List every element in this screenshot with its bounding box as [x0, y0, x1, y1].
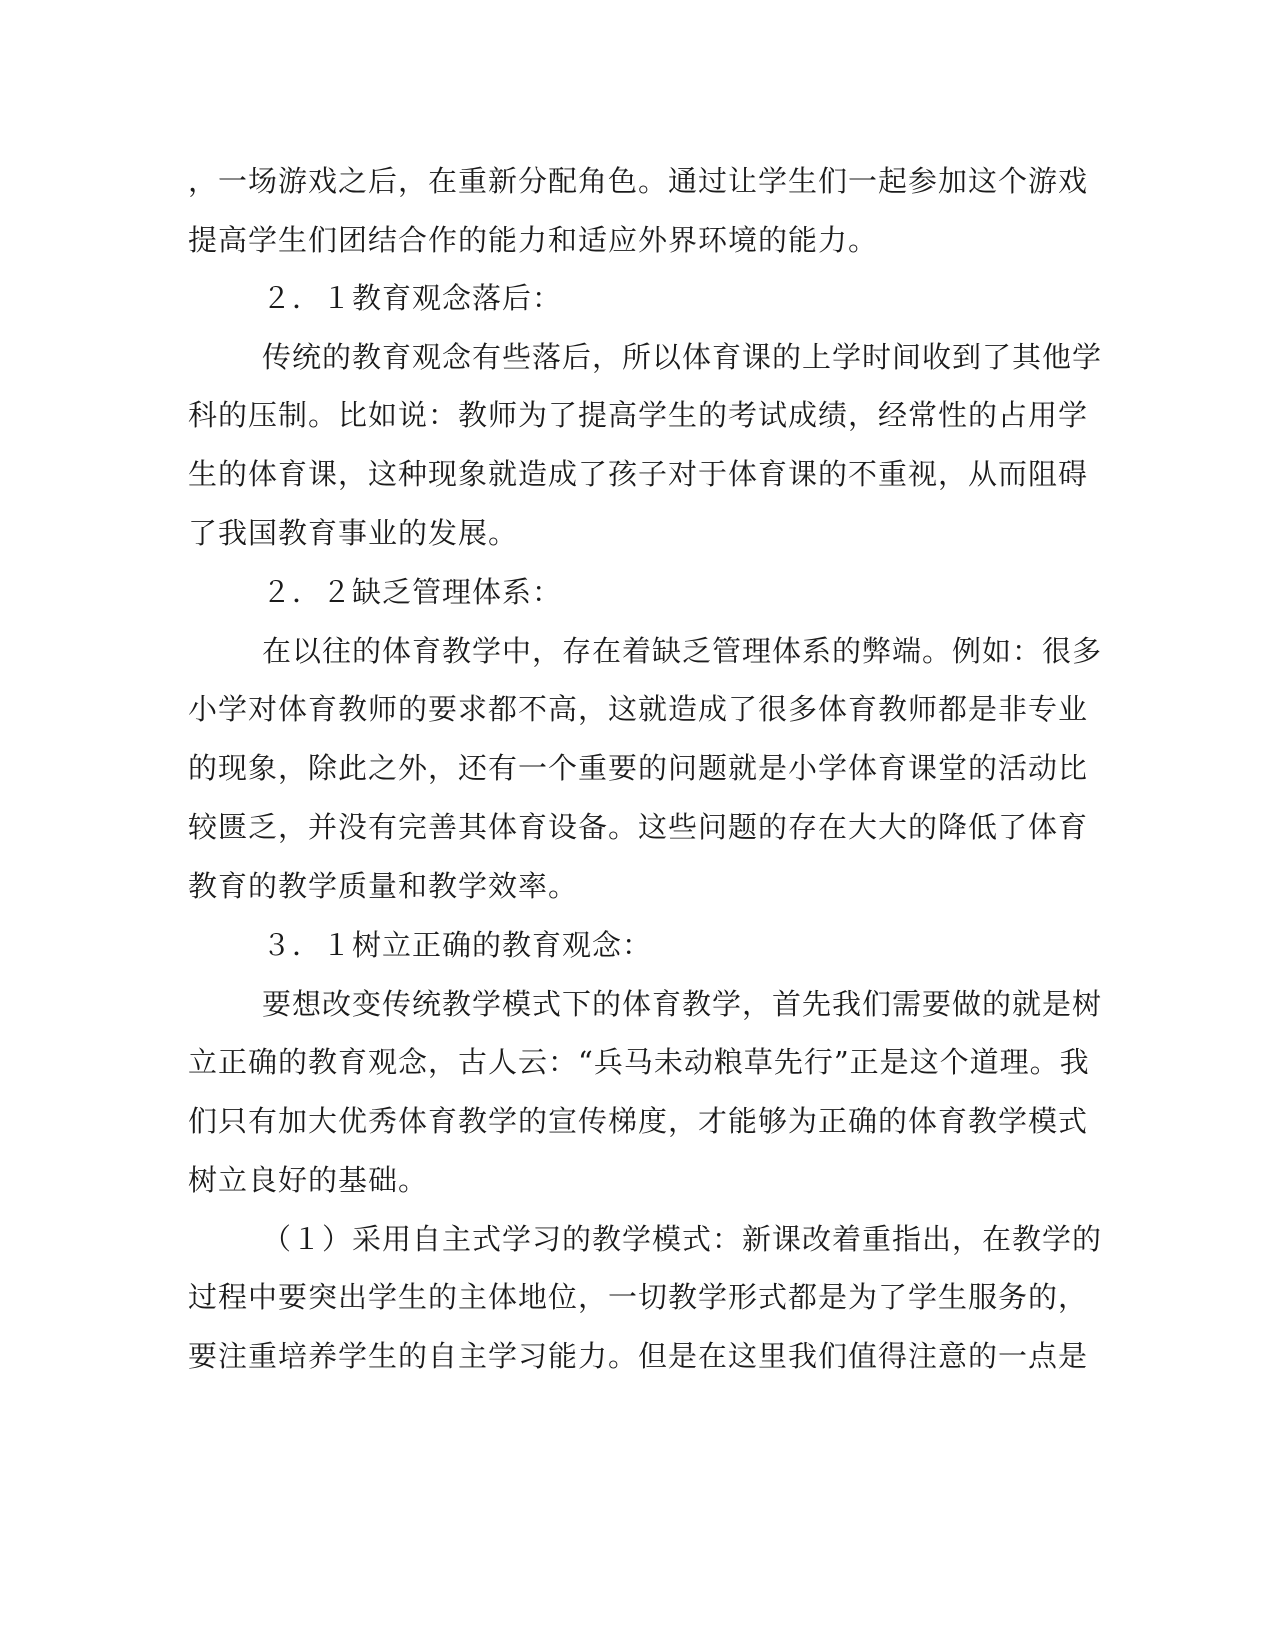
text-line: 要注重培养学生的自主学习能力。但是在这里我们值得注意的一点是: [188, 1339, 1089, 1373]
text-line: 过程中要突出学生的主体地位，一切教学形式都是为了学生服务的，: [188, 1280, 1089, 1314]
text-line: 生的体育课，这种现象就造成了孩子对于体育课的不重视，从而阻碍: [188, 457, 1089, 491]
text-line: 们只有加大优秀体育教学的宣传梯度，才能够为正确的体育教学模式: [188, 1104, 1089, 1138]
text-line: 树立良好的基础。: [188, 1163, 429, 1197]
text-line: ，一场游戏之后，在重新分配角色。通过让学生们一起参加这个游戏: [188, 164, 1089, 198]
text-line: 要想改变传统教学模式下的体育教学，首先我们需要做的就是树: [262, 987, 1103, 1021]
text-line: 立正确的教育观念，古人云：“兵马未动粮草先行”正是这个道理。我: [188, 1045, 1090, 1079]
section-heading: ２．１教育观念落后：: [262, 281, 563, 315]
text-line: （１）采用自主式学习的教学模式：新课改着重指出，在教学的: [262, 1222, 1103, 1256]
text-line: 较匮乏，并没有完善其体育设备。这些问题的存在大大的降低了体育: [188, 810, 1089, 844]
text-line: 了我国教育事业的发展。: [188, 516, 519, 550]
text-line: 在以往的体育教学中，存在着缺乏管理体系的弊端。例如：很多: [262, 634, 1103, 668]
text-line: 教育的教学质量和教学效率。: [188, 869, 579, 903]
text-line: 小学对体育教师的要求都不高，这就造成了很多体育教师都是非专业: [188, 692, 1089, 726]
text-line: 的现象，除此之外，还有一个重要的问题就是小学体育课堂的活动比: [188, 751, 1089, 785]
section-heading: ２．２缺乏管理体系：: [262, 575, 563, 609]
text-line: 传统的教育观念有些落后，所以体育课的上学时间收到了其他学: [262, 340, 1103, 374]
text-line: 科的压制。比如说：教师为了提高学生的考试成绩，经常性的占用学: [188, 398, 1089, 432]
section-heading: ３．１树立正确的教育观念：: [262, 928, 653, 962]
text-line: 提高学生们团结合作的能力和适应外界环境的能力。: [188, 223, 879, 257]
